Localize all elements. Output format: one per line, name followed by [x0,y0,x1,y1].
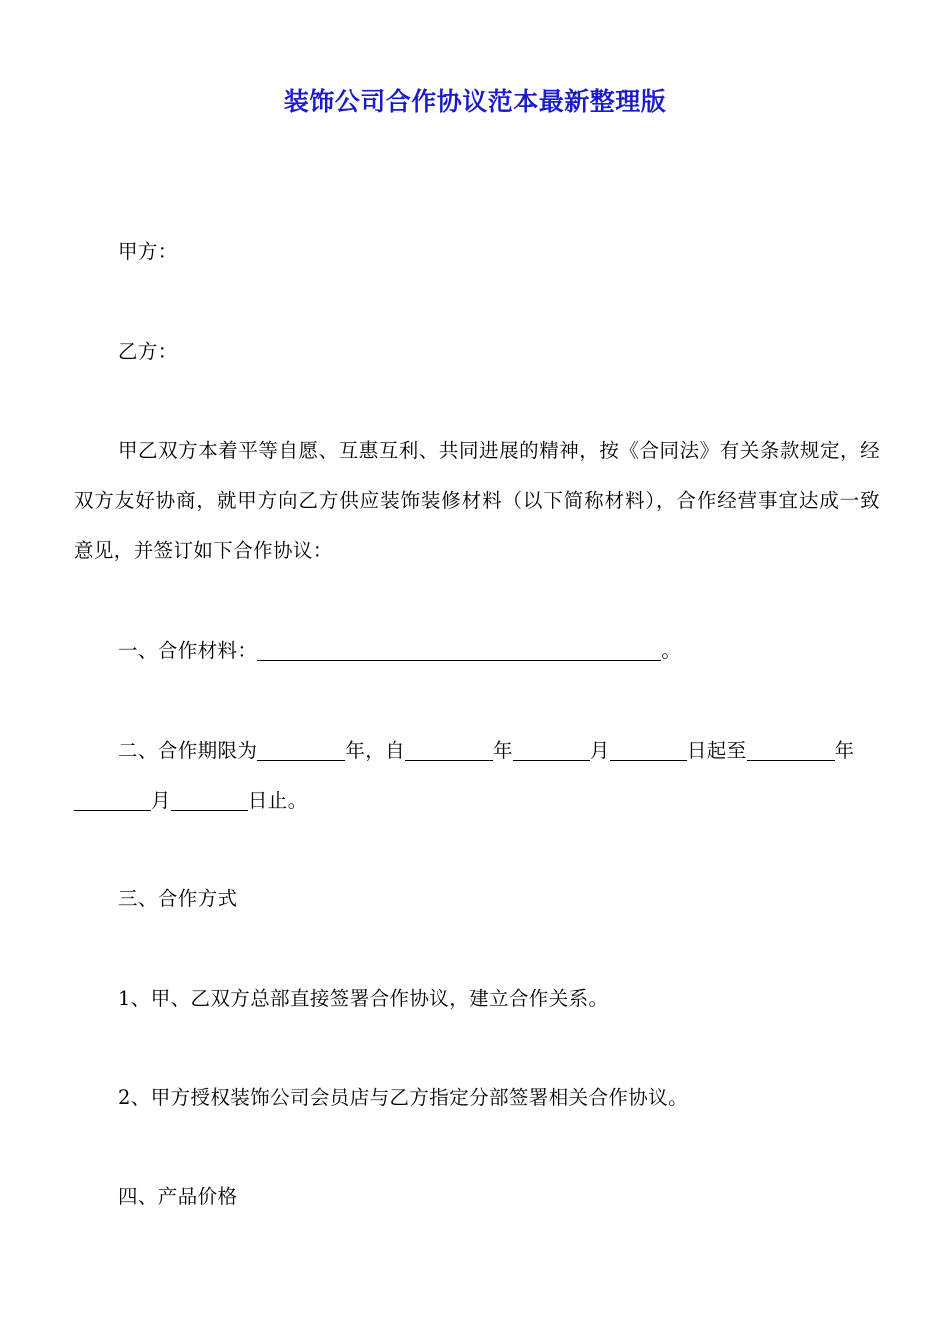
section-1-label: 一、合作材料： [118,639,258,662]
term-years-blank [257,738,345,761]
term-text-3: 年 [493,739,513,762]
start-year-blank [405,738,493,761]
start-month-blank [513,738,590,761]
term-text-8: 日止。 [247,789,308,812]
preamble-paragraph: 甲乙双方本着平等自愿、互惠互利、共同进展的精神，按《合同法》有关条款规定，经双方友好协商，就甲方向乙方供应装饰装修材料（以下简称材料），合作经营事宜达成一致意见，并签订如下合作协议： [74,439,880,562]
end-month-blank [74,788,151,811]
term-text-5: 日起至 [686,739,747,762]
section-3-item-1: 1、甲、乙双方总部直接签署合作协议，建立合作关系。 [118,987,609,1010]
section-2-term [74,726,880,826]
start-day-blank [610,738,687,761]
term-text-1: 二、合作期限为 [118,739,258,762]
section-1-materials [74,626,880,676]
materials-blank [257,638,661,661]
party-b-line: 乙方： [118,340,178,363]
term-text-7: 月 [151,789,171,812]
term-text-4: 月 [589,739,610,762]
section-3-item-2: 2、甲方授权装饰公司会员店与乙方指定分部签署相关合作协议。 [118,1086,689,1109]
term-text-2: 年，自 [345,739,406,762]
document-title: 装饰公司合作协议范本最新整理版 [283,87,667,116]
section-1-end: 。 [661,639,682,662]
term-text-6: 年 [834,739,855,762]
section-4-heading: 四、产品价格 [118,1185,238,1208]
end-year-blank [747,738,835,761]
end-day-blank [171,788,248,811]
section-3-heading: 三、合作方式 [118,887,238,910]
party-a-line: 甲方： [118,240,178,263]
